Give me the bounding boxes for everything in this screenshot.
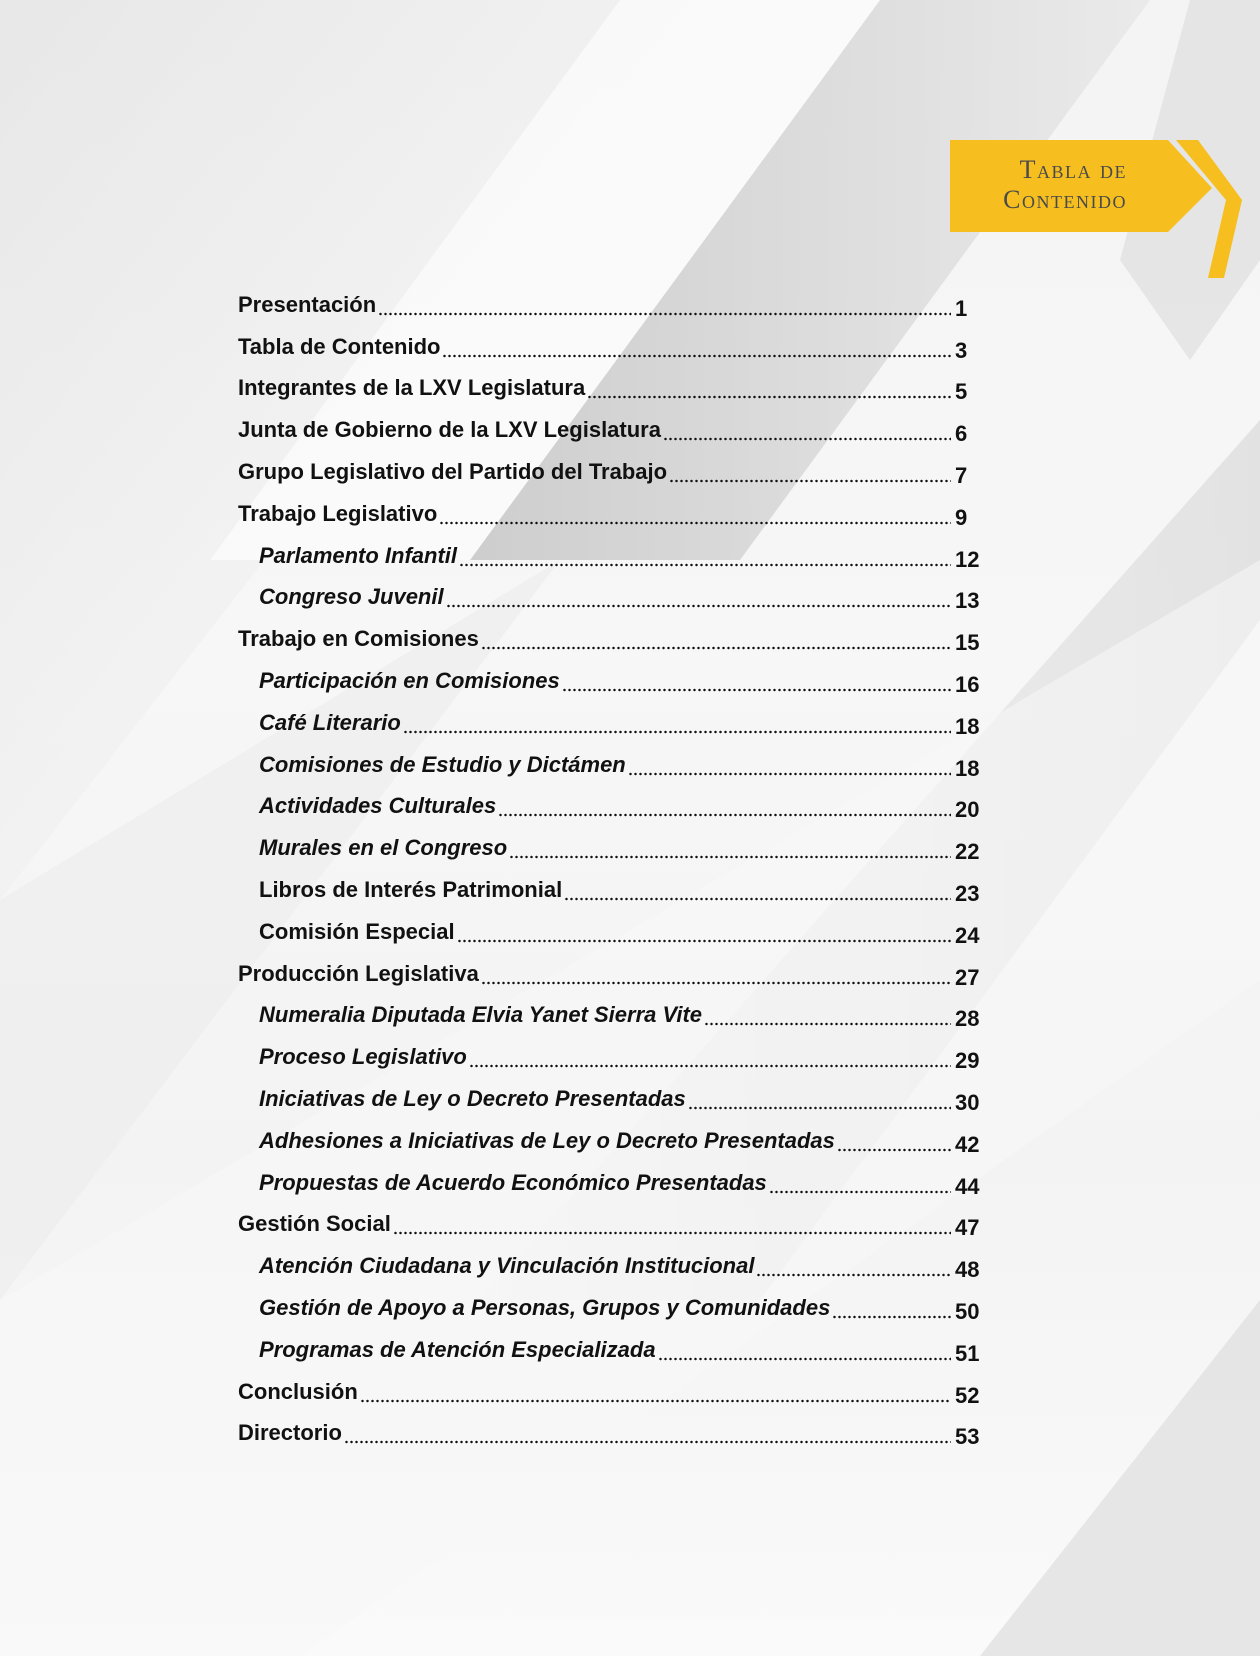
toc-entry[interactable]	[238, 788, 983, 830]
dot-leader	[481, 646, 951, 650]
dot-leader	[439, 521, 951, 525]
toc-entry-page: 28	[955, 1006, 980, 1032]
band-bottom-right	[980, 1300, 1260, 1656]
toc-entry[interactable]	[238, 1038, 983, 1080]
toc-entry[interactable]	[238, 704, 983, 746]
dot-leader	[688, 1106, 951, 1110]
dot-leader	[628, 772, 951, 776]
toc-entry-page: 29	[955, 1048, 980, 1074]
toc-entry-title: Comisiones de Estudio y Dictámen	[259, 751, 626, 777]
toc-entry-page: 18	[955, 713, 980, 739]
toc-entry-title: Tabla de Contenido	[238, 333, 441, 359]
toc-entry[interactable]	[238, 871, 983, 913]
toc-entry-title: Participación en Comisiones	[259, 667, 560, 693]
toc-entry-page: 47	[955, 1215, 980, 1241]
toc-entry[interactable]	[238, 1331, 983, 1373]
toc-entry[interactable]	[238, 370, 983, 412]
dot-leader	[378, 312, 951, 316]
toc-entry-page: 15	[955, 630, 980, 656]
toc-entry[interactable]	[238, 579, 983, 621]
toc-entry-title: Libros de Interés Patrimonial	[259, 876, 563, 902]
toc-entry[interactable]	[238, 1415, 983, 1457]
toc-entry-page: 7	[955, 462, 968, 488]
dot-leader	[446, 604, 951, 608]
dot-leader	[469, 1064, 951, 1068]
toc-entry-title: Conclusión	[238, 1378, 358, 1404]
toc-entry-title: Comisión Especial	[259, 918, 455, 944]
dot-leader	[658, 1357, 951, 1361]
dot-leader	[562, 688, 951, 692]
toc-entry-page: 50	[955, 1298, 980, 1324]
toc-entry[interactable]	[238, 495, 983, 537]
dot-leader	[663, 437, 951, 441]
dot-leader	[564, 897, 951, 901]
dot-leader	[393, 1231, 951, 1235]
toc-entry-title: Junta de Gobierno de la LXV Legislatura	[238, 417, 661, 443]
toc-entry-page: 18	[955, 755, 980, 781]
toc-entry-page: 9	[955, 504, 968, 530]
toc-entry-page: 5	[955, 379, 968, 405]
toc-entry-page: 42	[955, 1131, 980, 1157]
toc-entry-page: 20	[955, 797, 980, 823]
toc-entry-page: 22	[955, 839, 980, 865]
toc-entry-title: Atención Ciudadana y Vinculación Institucional	[259, 1253, 755, 1279]
dot-leader	[704, 1022, 951, 1026]
toc-entry[interactable]	[238, 997, 983, 1039]
toc-entry[interactable]	[238, 1289, 983, 1331]
toc-entry-title: Presentación	[238, 291, 377, 317]
toc-entry-page: 12	[955, 546, 980, 572]
toc-entry-title: Programas de Atención Especializada	[259, 1336, 656, 1362]
dot-leader	[832, 1315, 951, 1319]
toc-entry-title: Murales en el Congreso	[259, 835, 508, 861]
toc-entry-title: Integrantes de la LXV Legislatura	[238, 375, 586, 401]
dot-leader	[442, 354, 951, 358]
toc-entry-title: Café Literario	[259, 709, 401, 735]
dot-leader	[498, 813, 951, 817]
toc-entry-page: 23	[955, 880, 980, 906]
toc-entry-page: 53	[955, 1424, 980, 1450]
toc-entry-page: 3	[955, 337, 968, 363]
toc-entry-title: Grupo Legislativo del Partido del Trabajo	[238, 458, 668, 484]
table-of-contents	[238, 286, 983, 1456]
toc-entry-title: Trabajo en Comisiones	[238, 626, 479, 652]
toc-entry[interactable]	[238, 1373, 983, 1415]
dot-leader	[837, 1148, 951, 1152]
dot-leader	[756, 1273, 951, 1277]
toc-entry-page: 27	[955, 964, 980, 990]
toc-entry[interactable]	[238, 1122, 983, 1164]
section-title-line1: Tabla de	[1019, 155, 1127, 184]
toc-entry-title: Congreso Juvenil	[259, 584, 444, 610]
toc-entry-title: Propuestas de Acuerdo Económico Presentadas	[259, 1169, 767, 1195]
toc-entry[interactable]	[238, 1206, 983, 1248]
toc-entry-page: 30	[955, 1089, 980, 1115]
dot-leader	[669, 479, 951, 483]
toc-entry-title: Iniciativas de Ley o Decreto Presentadas	[259, 1085, 686, 1111]
toc-entry-page: 24	[955, 922, 980, 948]
toc-entry[interactable]	[238, 537, 983, 579]
section-title-line2: Contenido	[1003, 185, 1127, 214]
toc-entry-title: Gestión Social	[238, 1211, 391, 1237]
toc-entry-title: Trabajo Legislativo	[238, 500, 438, 526]
toc-entry[interactable]	[238, 411, 983, 453]
toc-entry-title: Proceso Legislativo	[259, 1044, 467, 1070]
toc-entry[interactable]	[238, 286, 983, 328]
toc-entry[interactable]	[238, 1080, 983, 1122]
toc-entry[interactable]	[238, 1164, 983, 1206]
toc-entry[interactable]	[238, 955, 983, 997]
toc-entry-title: Producción Legislativa	[238, 960, 479, 986]
toc-entry-title: Actividades Culturales	[259, 793, 497, 819]
toc-entry[interactable]	[238, 620, 983, 662]
section-title	[965, 155, 1127, 215]
toc-entry[interactable]	[238, 829, 983, 871]
dot-leader	[769, 1190, 951, 1194]
dot-leader	[457, 939, 951, 943]
dot-leader	[360, 1399, 951, 1403]
toc-entry[interactable]	[238, 662, 983, 704]
dot-leader	[403, 730, 951, 734]
toc-entry-page: 48	[955, 1257, 980, 1283]
toc-entry[interactable]	[238, 1247, 983, 1289]
toc-entry[interactable]	[238, 453, 983, 495]
dot-leader	[481, 981, 951, 985]
toc-entry-page: 52	[955, 1382, 980, 1408]
toc-entry[interactable]	[238, 913, 983, 955]
toc-entry-page: 1	[955, 295, 968, 321]
toc-entry-title: Parlamento Infantil	[259, 542, 458, 568]
dot-leader	[459, 563, 951, 567]
toc-entry-page: 13	[955, 588, 980, 614]
toc-entry-title: Numeralia Diputada Elvia Yanet Sierra Vite	[259, 1002, 703, 1028]
toc-entry-page: 6	[955, 421, 968, 447]
toc-entry[interactable]	[238, 746, 983, 788]
toc-entry[interactable]	[238, 328, 983, 370]
toc-entry-title: Gestión de Apoyo a Personas, Grupos y Comunidades	[259, 1294, 831, 1320]
toc-entry-title: Directorio	[238, 1420, 342, 1446]
toc-entry-page: 51	[955, 1340, 980, 1366]
toc-entry-page: 44	[955, 1173, 980, 1199]
toc-entry-title: Adhesiones a Iniciativas de Ley o Decreto Presentadas	[259, 1127, 835, 1153]
dot-leader	[344, 1440, 951, 1444]
toc-entry-page: 16	[955, 671, 980, 697]
dot-leader	[587, 395, 951, 399]
dot-leader	[509, 855, 951, 859]
